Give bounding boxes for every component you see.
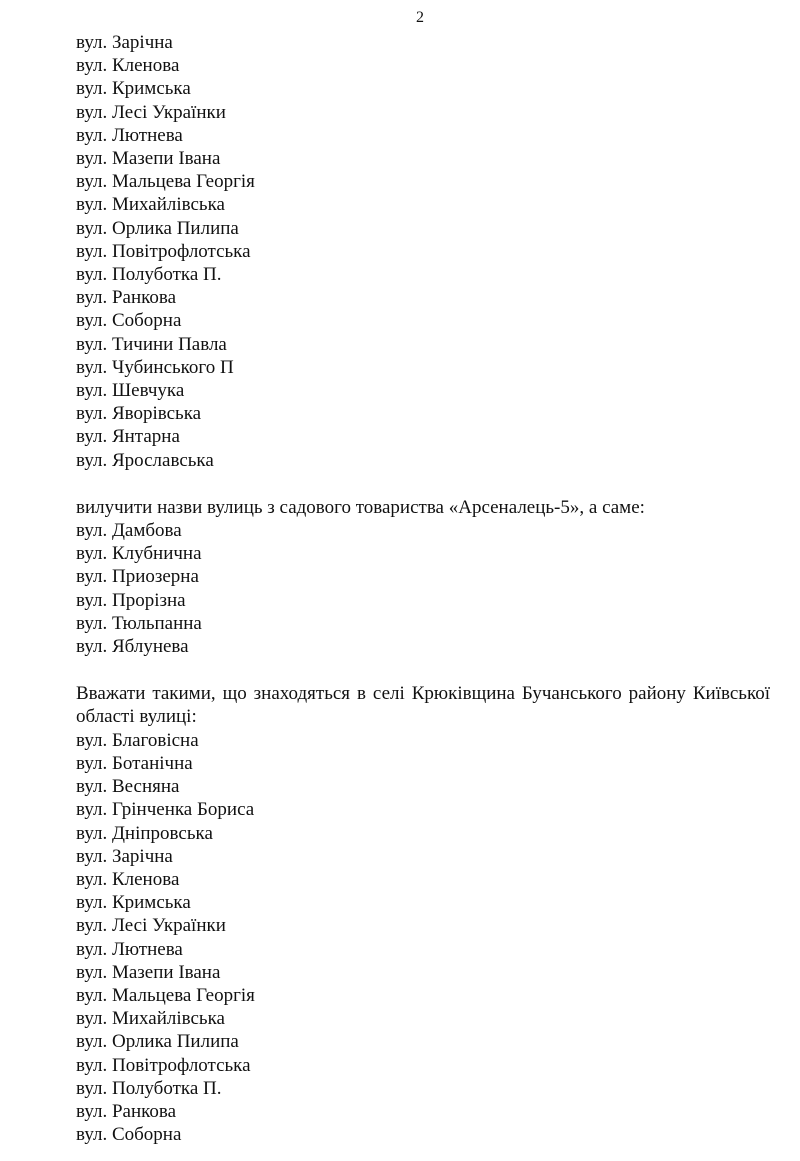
list-item: вул. Повітрофлотська: [76, 1054, 251, 1076]
street-list-1: [76, 31, 770, 472]
list-item: вул. Дамбова: [76, 520, 182, 542]
document-body: [76, 31, 770, 1146]
list-item: вул. Соборна: [76, 310, 182, 332]
list-item: вул. Кримська: [76, 78, 191, 100]
list-item: вул. Кленова: [76, 55, 180, 77]
page-number: 2: [416, 9, 424, 26]
list-item: вул. Яблунева: [76, 636, 189, 658]
list-item: вул. Мальцева Георгія: [76, 171, 255, 193]
street-list-village: [76, 729, 770, 1147]
list-item: вул. Полуботка П.: [76, 264, 222, 286]
list-item: вул. Ярославська: [76, 449, 214, 471]
list-item: вул. Полуботка П.: [76, 1077, 222, 1099]
list-item: вул. Дніпровська: [76, 822, 213, 844]
list-item: вул. Зарічна: [76, 32, 173, 53]
list-item: вул. Весняна: [76, 776, 180, 798]
list-item: вул. Зарічна: [76, 845, 173, 867]
list-item: вул. Прорізна: [76, 589, 186, 611]
list-item: вул. Орлика Пилипа: [76, 217, 239, 239]
street-list-excluded: [76, 519, 770, 658]
list-item: вул. Лесі Українки: [76, 101, 226, 123]
list-item: вул. Ранкова: [76, 1100, 177, 1122]
list-item: вул. Соборна: [76, 1124, 182, 1146]
list-item: вул. Приозерна: [76, 566, 199, 588]
list-item: вул. Тичини Павла: [76, 333, 227, 355]
list-item: вул. Лютнева: [76, 938, 183, 960]
list-item: вул. Орлика Пилипа: [76, 1031, 239, 1053]
list-item: вул. Благовісна: [76, 729, 199, 751]
list-item: вул. Ботанічна: [76, 752, 193, 774]
list-item: вул. Клубнична: [76, 543, 202, 565]
list-item: вул. Ранкова: [76, 287, 177, 309]
list-item: вул. Кримська: [76, 892, 191, 914]
list-item: вул. Кленова: [76, 868, 180, 890]
list-item: вул. Лесі Українки: [76, 915, 226, 937]
excluded-streets-intro: вилучити назви вулиць з садового товариства «Арсеналець-5», а саме:: [76, 496, 645, 518]
list-item: вул. Мазепи Івана: [76, 961, 221, 983]
list-item: вул. Грінченка Бориса: [76, 799, 255, 821]
list-item: вул. Шевчука: [76, 380, 185, 402]
list-item: вул. Тюльпанна: [76, 612, 202, 634]
list-item: вул. Яворівська: [76, 403, 202, 425]
list-item: вул. Лютнева: [76, 124, 183, 146]
list-item: вул. Янтарна: [76, 426, 180, 448]
list-item: вул. Повітрофлотська: [76, 240, 251, 262]
list-item: вул. Мазепи Івана: [76, 148, 221, 170]
village-streets-intro: Вважати такими, що знаходяться в селі Крюківщина Бучанського району Київської області вулиці:: [76, 683, 770, 728]
list-item: вул. Михайлівська: [76, 194, 225, 216]
list-item: вул. Михайлівська: [76, 1008, 225, 1030]
list-item: вул. Мальцева Георгія: [76, 984, 255, 1006]
list-item: вул. Чубинського П: [76, 356, 234, 378]
